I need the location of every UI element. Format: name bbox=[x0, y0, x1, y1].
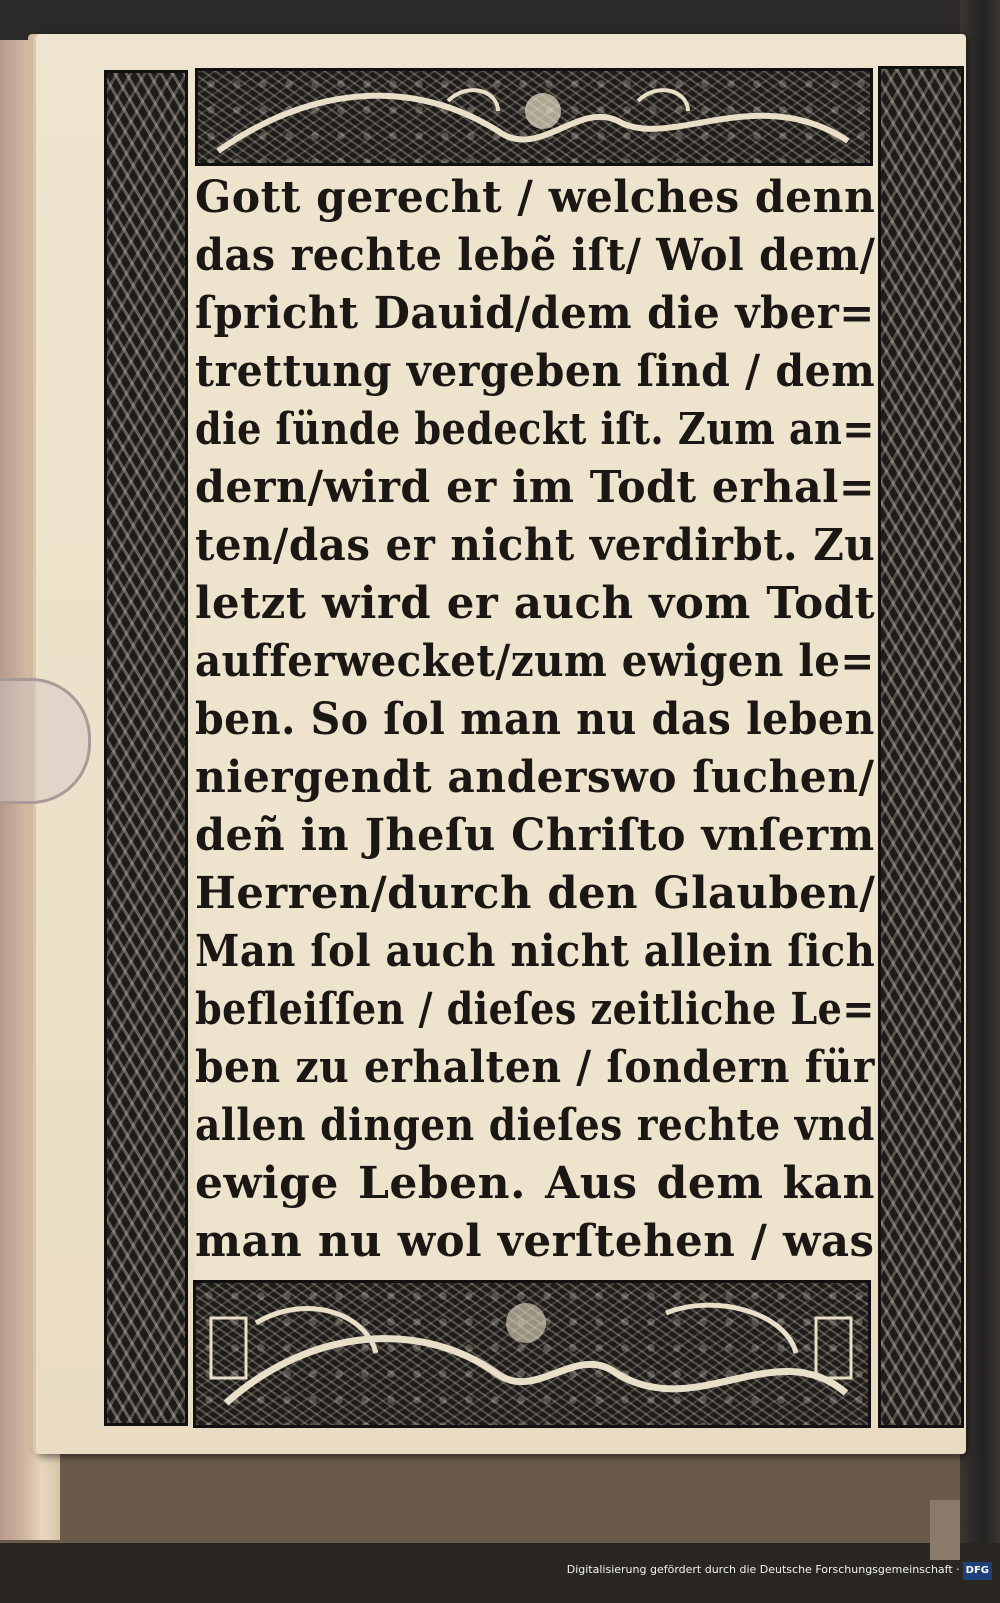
text-line: dern/wird er im Todt erhal= bbox=[195, 462, 876, 513]
text-line: ewige Leben. Aus dem kan bbox=[195, 1158, 875, 1209]
text-line: aufferwecket/zum ewigen le= bbox=[195, 636, 875, 687]
text-line: Gott gerecht / welches denn bbox=[195, 172, 876, 223]
text-line: niergendt anderswo ſuchen/ bbox=[195, 752, 875, 803]
left-border-column bbox=[104, 70, 188, 1426]
text-line: ben zu erhalten / ſondern für bbox=[195, 1042, 875, 1093]
text-line: die ſünde bedeckt iſt. Zum an= bbox=[195, 404, 875, 455]
blackletter-text-block bbox=[195, 170, 875, 1280]
text-line: Man ſol auch nicht allein ſich bbox=[195, 926, 876, 977]
bottom-acanthus-ornament bbox=[196, 1283, 868, 1425]
text-line: das rechte lebẽ iſt/ Wol dem/ bbox=[195, 230, 876, 281]
text-line: befleiſſen / dieſes zeitliche Le= bbox=[195, 984, 875, 1035]
text-line: allen dingen dieſes rechte vnd bbox=[195, 1100, 875, 1151]
text-line: letzt wird er auch vom Todt bbox=[195, 578, 876, 629]
text-line: Herren/durch den Glauben/ bbox=[195, 868, 876, 919]
scanner-background-right bbox=[960, 0, 1000, 1603]
page-fold-shadow bbox=[930, 1500, 960, 1560]
text-line: ben. So ſol man nu das leben bbox=[195, 694, 875, 745]
text-line: ſpricht Dauid/dem die vber= bbox=[195, 288, 875, 339]
top-border-band bbox=[195, 68, 873, 166]
bottom-border-band bbox=[193, 1280, 871, 1428]
top-leaf-ornament bbox=[198, 71, 870, 163]
text-line: man nu wol verſtehen / was bbox=[195, 1216, 875, 1267]
digitization-credit bbox=[563, 1561, 996, 1579]
credit-text: Digitalisierung gefördert durch die Deutsche Forschungsgemeinschaft · bbox=[566, 1563, 960, 1576]
dfg-logo: DFG bbox=[963, 1562, 992, 1580]
text-line: deñ in Jheſu Chriſto vnſerm bbox=[195, 810, 875, 861]
right-border-column bbox=[878, 66, 964, 1428]
text-line: ten/das er nicht verdirbt. Zu bbox=[195, 520, 876, 571]
text-line: trettung vergeben ſind / dem bbox=[195, 346, 876, 397]
